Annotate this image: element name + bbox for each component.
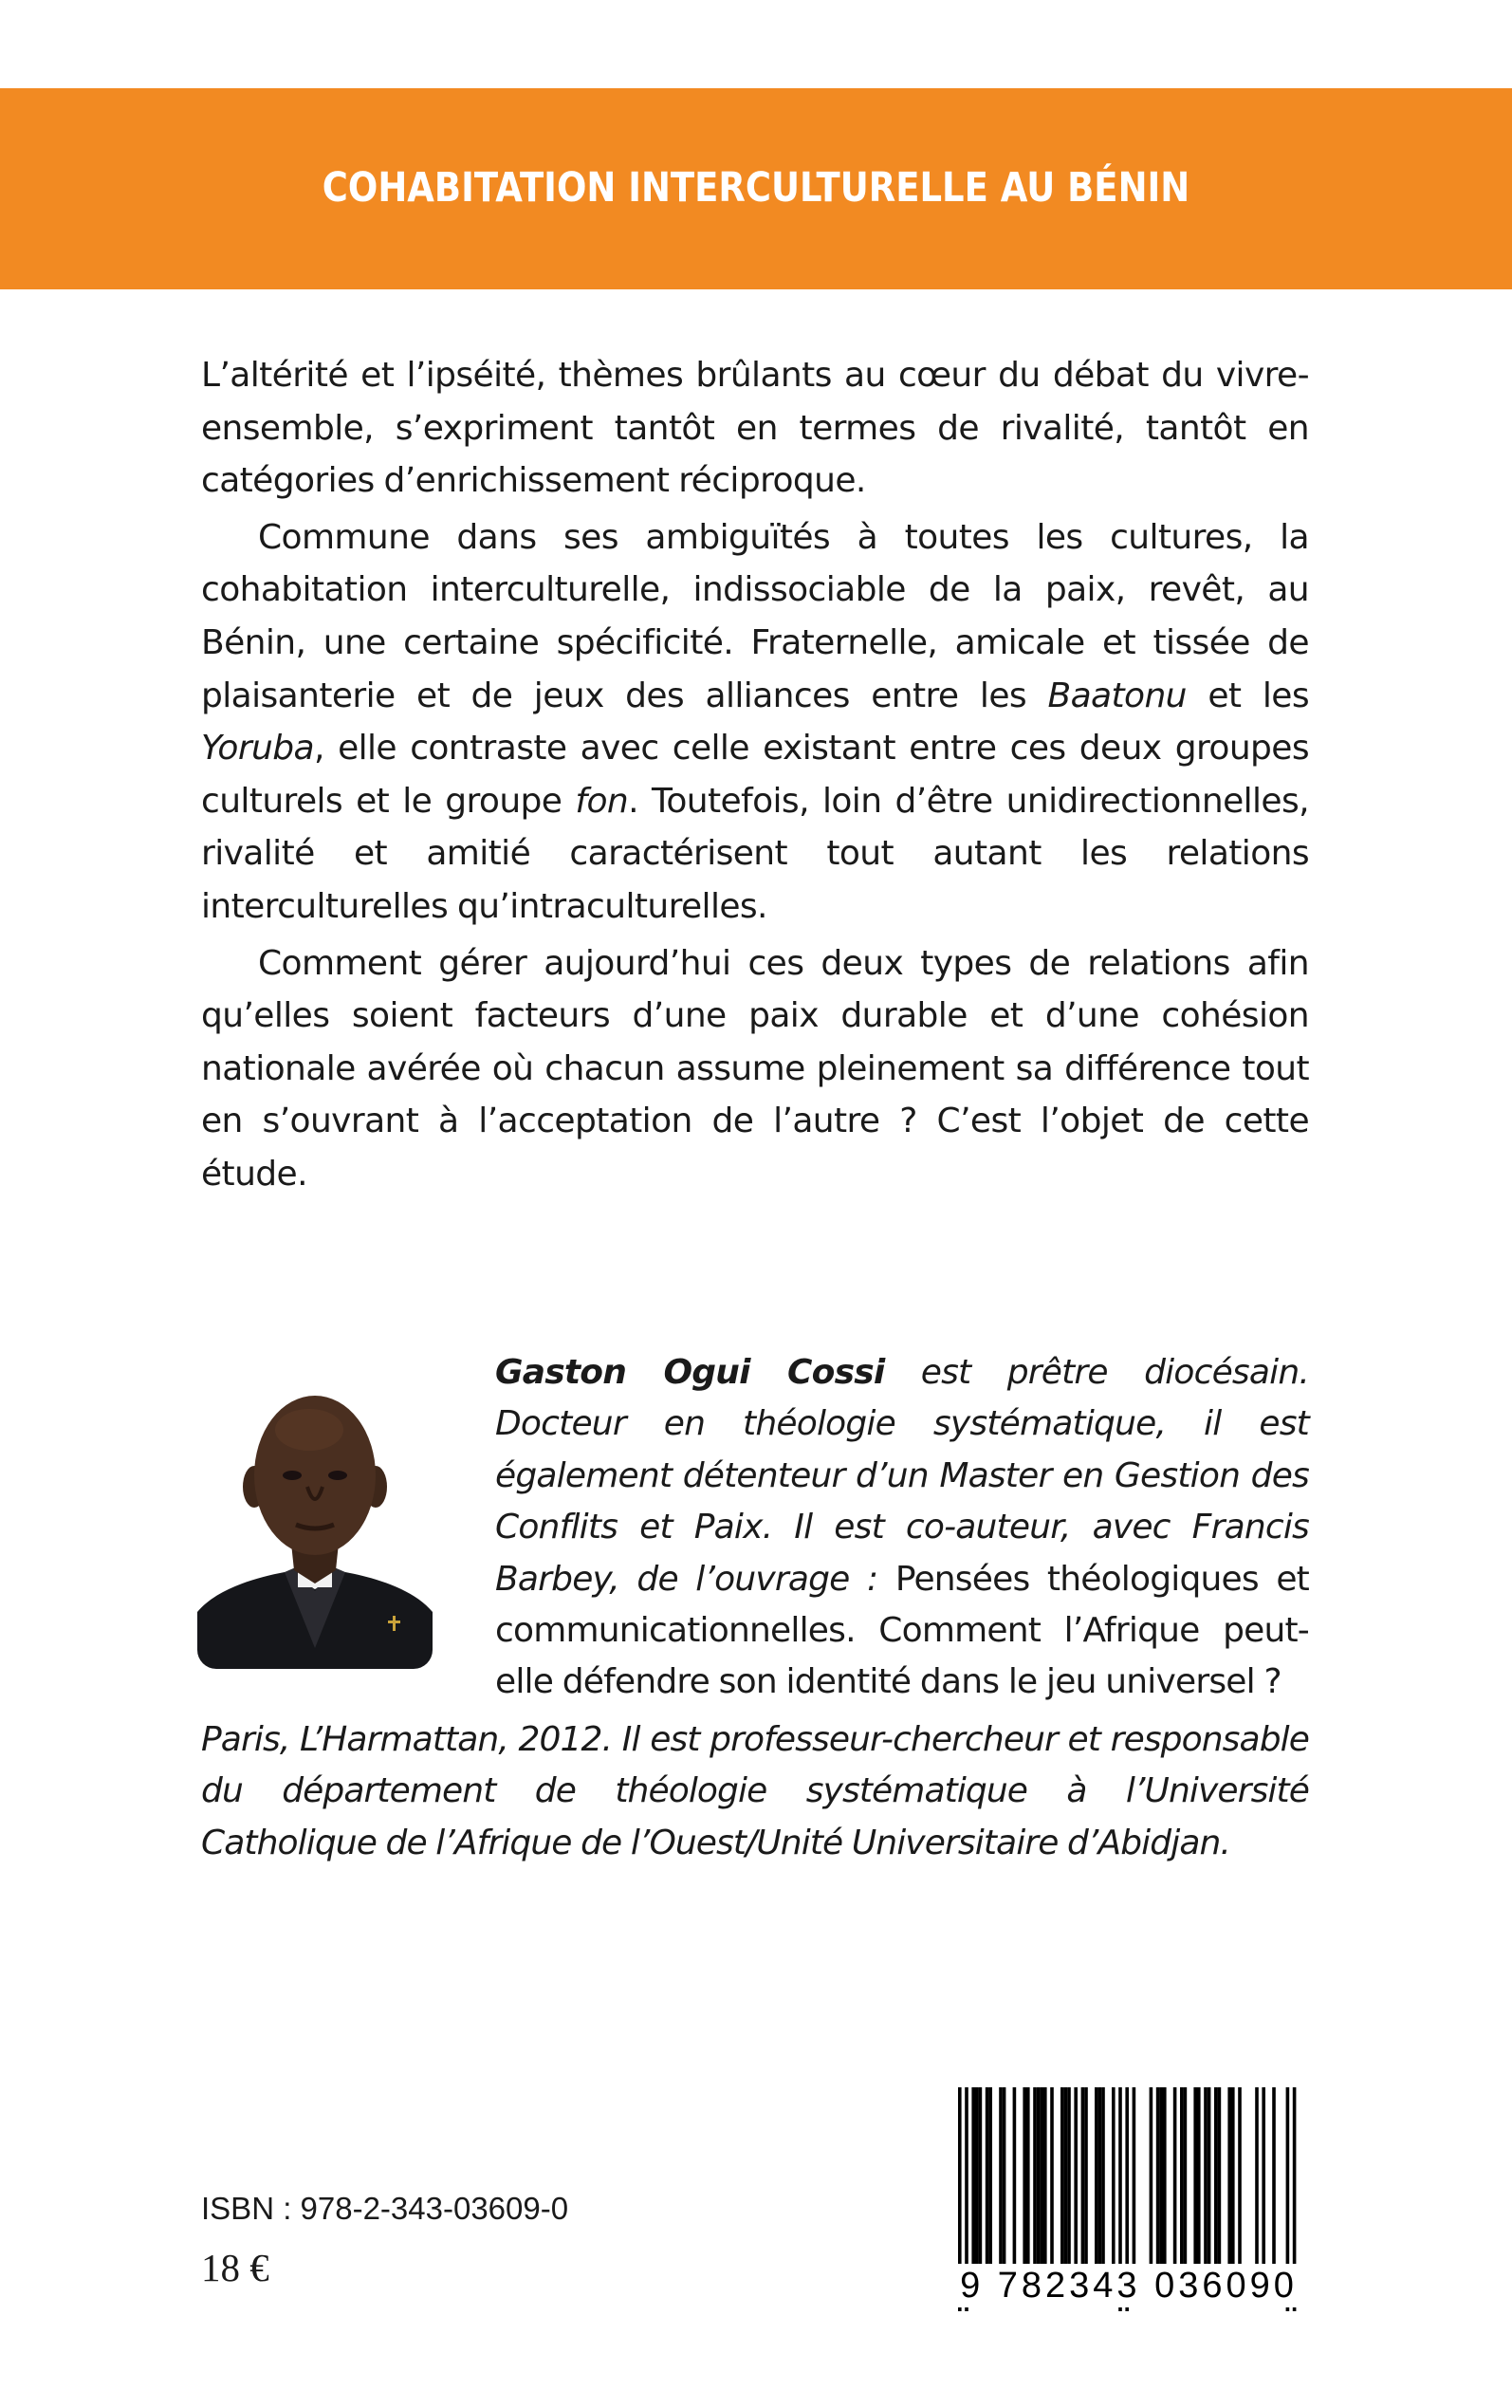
barcode-digits: 9 782343 036090 xyxy=(949,2264,1309,2307)
barcode-bar xyxy=(1033,2087,1037,2266)
barcode-bar xyxy=(1023,2087,1026,2266)
barcode-bar xyxy=(1197,2087,1201,2266)
top-margin xyxy=(0,0,1512,88)
barcode-bar xyxy=(1067,2087,1071,2266)
blurb-term-fon: fon xyxy=(575,781,629,821)
author-bio-continuation: Paris, L’Harmattan, 2012. Il est professeur-chercheur et responsable du département de théologie systématique à l’Université Catholique de l’Afrique de l’Ouest/Unité Universitaire d’Abidjan. xyxy=(201,1720,1309,1862)
barcode-bar xyxy=(1050,2087,1054,2266)
barcode-bar xyxy=(1173,2087,1177,2266)
barcode-bar xyxy=(1043,2087,1047,2266)
barcode-bar xyxy=(1074,2087,1078,2266)
price: 18 € xyxy=(201,2246,269,2289)
barcode-bar xyxy=(1184,2087,1188,2266)
barcode-bar xyxy=(1060,2087,1064,2266)
barcode-bar xyxy=(1218,2087,1222,2266)
barcode-bar xyxy=(1231,2087,1235,2266)
barcode-bar xyxy=(1112,2087,1116,2266)
barcode-bar xyxy=(1040,2087,1043,2266)
barcode-bar xyxy=(1026,2087,1030,2266)
blurb-paragraph-3: Comment gérer aujourd’hui ces deux types de relations afin qu’elles soient facteurs d’une paix durable et d’une cohésion nationale avérée où chacun assume pleinement sa différence tout en s’ouvrant à l’acceptation de l’autre ? C’est l’objet de cette étude. xyxy=(201,943,1309,1194)
blurb-text: Commune dans ses ambiguïtés à toutes les cultures, la cohabitation interculturelle, indissociable de la paix, revêt, au Bénin, une certaine spécificité. Fraternelle, amicale et tissée de plaisanterie et de jeux des alliances entre les xyxy=(201,517,1309,715)
barcode-bar xyxy=(1156,2087,1160,2266)
barcode-bar xyxy=(1013,2087,1017,2266)
barcode-bar xyxy=(1262,2087,1265,2266)
author-bio-paragraph xyxy=(495,1347,1309,1709)
author-photo xyxy=(197,1363,433,1669)
barcode-bar xyxy=(1214,2087,1218,2266)
blurb-text: , elle contraste avec celle existant entre ces deux groupes culturels et le groupe xyxy=(201,729,1309,821)
barcode-bar xyxy=(1098,2087,1102,2266)
barcode-bar xyxy=(1227,2087,1231,2266)
barcode-bar xyxy=(1204,2087,1208,2266)
author-name: Gaston Ogui Cossi xyxy=(495,1353,885,1392)
barcode-bar xyxy=(1180,2087,1184,2266)
barcode-bar xyxy=(1159,2087,1163,2266)
barcode-bar xyxy=(1193,2087,1197,2266)
barcode-bar xyxy=(979,2087,983,2266)
author-bio-text: est prêtre diocésain. Docteur en théologie systématique, il est également détenteur d’un Master en Gestion des Conflits et Paix. Il est co-auteur, avec Francis Barbey, de l’ouvrage : xyxy=(495,1353,1309,1599)
barcode-bar xyxy=(1163,2087,1167,2266)
barcode-bar xyxy=(999,2087,1003,2266)
barcode-bar xyxy=(988,2087,992,2266)
barcode-bar xyxy=(1084,2087,1088,2266)
barcode-bar xyxy=(1208,2087,1211,2266)
barcode-bar xyxy=(1255,2087,1259,2266)
barcode-bar xyxy=(1037,2087,1041,2266)
blurb-text: et les xyxy=(1186,676,1309,715)
barcode-bar xyxy=(1064,2087,1068,2266)
barcode-bar xyxy=(1101,2087,1105,2266)
barcode-bar xyxy=(971,2087,975,2266)
blurb-text: . Toutefois, loin d’être unidirectionnelles, rivalité et amitié caractérisent tout autant les relations interculturelles qu’intraculturelles. xyxy=(201,781,1309,926)
author-bio-top xyxy=(495,1347,1309,1709)
barcode-bar xyxy=(986,2087,989,2266)
barcode-bar xyxy=(1095,2087,1098,2266)
barcode-bar xyxy=(975,2087,979,2266)
book-title: COHABITATION INTERCULTURELLE AU BÉNIN xyxy=(322,164,1190,212)
barcode-bar xyxy=(1133,2087,1136,2266)
author-portrait-image xyxy=(197,1363,433,1669)
barcode-bar xyxy=(1272,2087,1276,2266)
blurb-paragraph-2 xyxy=(201,511,1309,934)
barcode-bar xyxy=(1081,2087,1085,2266)
barcode-bar xyxy=(1003,2087,1006,2266)
blurb-term-yoruba: Yoruba xyxy=(201,729,314,769)
barcode-bar xyxy=(1238,2087,1242,2266)
author-bio-bottom xyxy=(201,1714,1309,1869)
blurb-term-baatonu: Baatonu xyxy=(1047,676,1187,715)
back-cover-blurb xyxy=(201,349,1309,1201)
barcode-bar xyxy=(1150,2087,1153,2266)
blurb-paragraph-1: L’altérité et l’ipséité, thèmes brûlants au cœur du débat du vivre-ensemble, s’expriment tantôt en termes de rivalité, tantôt en catégories d’enrichissement réciproque. xyxy=(201,356,1309,501)
author-book-title: Pensées théologiques et communicationnelles. Comment l’Afrique peut-elle défendre son identité dans le jeu universel ? xyxy=(495,1559,1309,1702)
isbn-number: ISBN : 978-2-343-03609-0 xyxy=(201,2191,569,2226)
